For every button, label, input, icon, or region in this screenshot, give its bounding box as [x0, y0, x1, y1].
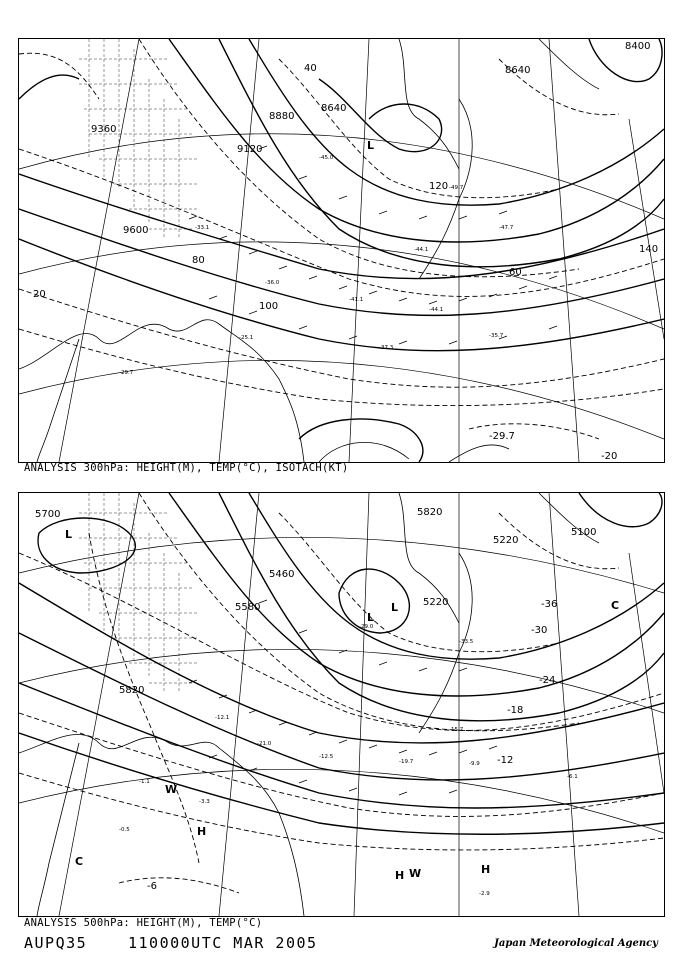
panel-500-caption: ANALYSIS 500hPa: HEIGHT(M), TEMP(°C)	[24, 917, 263, 929]
svg-text:-1.1: -1.1	[139, 779, 150, 785]
terrain-hatch	[79, 493, 199, 693]
isotach-label: 140	[639, 244, 659, 255]
wind-barbs	[189, 146, 557, 344]
low-center: L	[367, 139, 375, 152]
temp-label: -24	[539, 675, 556, 686]
isotach-label: 80	[192, 255, 205, 266]
temp-labels	[147, 599, 557, 892]
svg-text:-36.0: -36.0	[265, 280, 280, 286]
svg-text:-2.9: -2.9	[479, 891, 490, 897]
height-label: 8640	[505, 65, 531, 76]
low-center: L	[65, 528, 73, 541]
svg-text:-19.7: -19.7	[399, 759, 414, 765]
svg-text:-44.1: -44.1	[414, 247, 429, 253]
svg-text:-6.1: -6.1	[567, 774, 578, 780]
temp-label: -12	[497, 755, 514, 766]
terrain-hatch	[79, 39, 199, 239]
map-300hpa-svg	[19, 39, 664, 462]
height-label: 5580	[235, 602, 261, 613]
panel-300-caption: ANALYSIS 300hPa: HEIGHT(M), TEMP(°C), ISOTACH(KT)	[24, 462, 349, 474]
warm-center: W	[165, 783, 178, 796]
map-panel-300hpa	[18, 38, 665, 463]
isotach-label: 40	[304, 63, 317, 74]
height-labels	[35, 507, 596, 696]
isotach-label: 20	[33, 289, 46, 300]
svg-text:-45.0: -45.0	[319, 155, 334, 161]
height-label: 8400	[625, 41, 651, 52]
svg-text:-9.9: -9.9	[469, 761, 480, 767]
temp-labels	[489, 431, 617, 462]
temp-label: -18	[507, 705, 524, 716]
svg-text:-29.7: -29.7	[119, 370, 134, 376]
height-label: 5460	[269, 569, 295, 580]
svg-text:-41.1: -41.1	[349, 297, 364, 303]
warm-center: W	[409, 867, 422, 880]
temp-label: -29.7	[489, 431, 515, 442]
height-label: 8640	[321, 103, 347, 114]
high-center: H	[481, 863, 491, 876]
map-panel-500hpa	[18, 492, 665, 917]
cold-center: C	[611, 599, 620, 612]
svg-text:-49.7: -49.7	[449, 185, 464, 191]
height-label: 9360	[91, 124, 117, 135]
svg-text:-35.7: -35.7	[489, 333, 504, 339]
high-center: H	[395, 869, 405, 882]
height-label: 8880	[269, 111, 295, 122]
map-500hpa-svg	[19, 493, 664, 916]
isotach-label: 60	[509, 267, 522, 278]
cold-center: C	[75, 855, 84, 868]
svg-text:-29.0: -29.0	[359, 624, 374, 630]
svg-text:-25.1: -25.1	[239, 335, 254, 341]
height-label: 5220	[423, 597, 449, 608]
isotach-label: 120	[429, 181, 449, 192]
svg-text:-33.5: -33.5	[459, 639, 474, 645]
low-center: L	[391, 601, 399, 614]
temp-label: -36	[541, 599, 558, 610]
svg-text:-12.5: -12.5	[319, 754, 334, 760]
agency-name: Japan Meteorological Agency	[494, 938, 658, 949]
coastlines	[19, 39, 599, 462]
height-label: 9600	[123, 225, 149, 236]
chart-id: AUPQ35	[24, 934, 88, 952]
svg-text:-3.3: -3.3	[199, 799, 210, 805]
height-label: 5820	[417, 507, 443, 518]
height-label: 9120	[237, 144, 263, 155]
isotach-label: 100	[259, 301, 279, 312]
svg-text:-47.7: -47.7	[499, 225, 514, 231]
isotherm-contours	[19, 39, 664, 439]
height-label: 5820	[119, 685, 145, 696]
svg-text:-15.7: -15.7	[449, 727, 464, 733]
height-label: 5220	[493, 535, 519, 546]
svg-text:-0.5: -0.5	[119, 827, 130, 833]
svg-text:-21.0: -21.0	[257, 741, 272, 747]
temp-label: -20	[601, 451, 618, 462]
svg-text:-44.1: -44.1	[429, 307, 444, 313]
svg-text:-33.1: -33.1	[195, 225, 210, 231]
high-center: H	[197, 825, 207, 838]
valid-time: 110000UTC MAR 2005	[128, 934, 318, 952]
temp-label: -6	[147, 881, 157, 892]
height-label: 5100	[571, 527, 597, 538]
svg-text:-37.3: -37.3	[379, 345, 394, 351]
svg-text:-12.1: -12.1	[215, 715, 230, 721]
low-center: L	[367, 611, 375, 624]
height-label: 5700	[35, 509, 61, 520]
temp-label: -30	[531, 625, 548, 636]
